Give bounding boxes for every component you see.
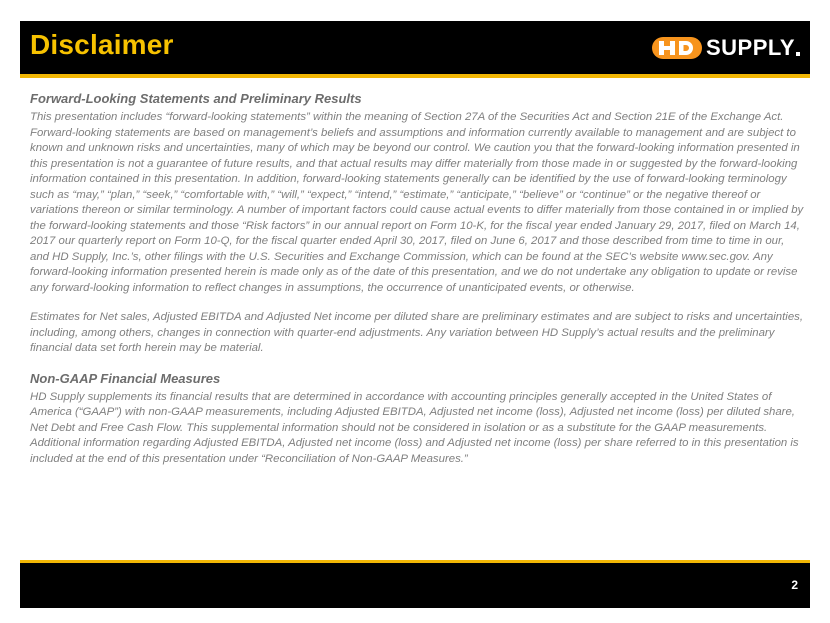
forward-looking-paragraph: This presentation includes “forward-looking statements” within the meaning of Section 27A of the Securities Act and Section 21E of the Exchange Act. Forward-looking statements are based on management’s beliefs and assumptions and information currently available to management and are subject to known and unknown risks and uncertainties, many of which may be beyond our control. We caution you that the forward-looking information presented in this presentation is not a guarantee of future results, and that actual results may differ materially from those made in or suggested by the forward-looking information contained in this presentation. In addition, forward-looking statements generally can be identified by the use of forward-looking terminology such as “may,” “plan,” “seek,” “comfortable with,” “will,” “expect,” “intend,” “estimate,” “anticipate,” “believe” or “continue” or the negative thereof or variations thereon or similar terminology. A number of important factors could cause actual events to differ materially from those contained in or implied by the forward-looking statements and those “Risk factors” in our annual report on Form 10-K, for the fiscal year ended January 29, 2017, filed on March 14, 2017 our quarterly report on Form 10-Q, for the fiscal quarter ended April 30, 2017, filed on June 6, 2017 and those described from time to time in our, and HD Supply, Inc.’s, other filings with the U.S. Securities and Exchange Commission, which can be found at the SEC’s website www.sec.gov. Any forward-looking information presented herein is made only as of the date of this presentation, and we do not undertake any obligation to update or revise any forward-looking information to reflect changes in assumptions, the occurrence of unanticipated events, or otherwise. (30, 111, 804, 294)
header-accent-rule (20, 74, 810, 78)
disclaimer-body (30, 90, 805, 467)
non-gaap-paragraph: HD Supply supplements its financial results that are determined in accordance with accounting principles generally accepted in the United States of America (“GAAP”) with non-GAAP measurements, including Adjusted EBITDA, Adjusted net income (loss), Adjusted net income (loss) per diluted share, Net Debt and Free Cash Flow. This supplemental information should not be considered in isolation or as a substitute for the GAAP measurements. Additional information regarding Adjusted EBITDA, Adjusted net income (loss) and Adjusted net income (loss) per share referred to in this presentation is included at the end of this presentation under “Reconciliation of Non-GAAP Measures.” (30, 390, 799, 465)
preliminary-estimates-paragraph: Estimates for Net sales, Adjusted EBITDA and Adjusted Net income per diluted share are preliminary estimates and are subject to risks and uncertainties, including, among others, changes in connection with quarter-end adjustments. Any variation between HD Supply’s actual results and the preliminary financial data set forth herein may be material. (30, 311, 804, 354)
forward-looking-heading: Forward-Looking Statements and Preliminary Results (30, 91, 362, 106)
footer-bar (20, 563, 810, 608)
logo-dot (796, 52, 800, 56)
logo-wordmark: SUPPLY (705, 35, 795, 60)
header-bar (20, 21, 810, 74)
page-title: Disclaimer (30, 29, 174, 60)
page-number: 2 (791, 578, 798, 592)
hd-logo-icon (652, 36, 704, 60)
hd-supply-logo (652, 36, 800, 60)
non-gaap-heading: Non-GAAP Financial Measures (30, 370, 221, 386)
